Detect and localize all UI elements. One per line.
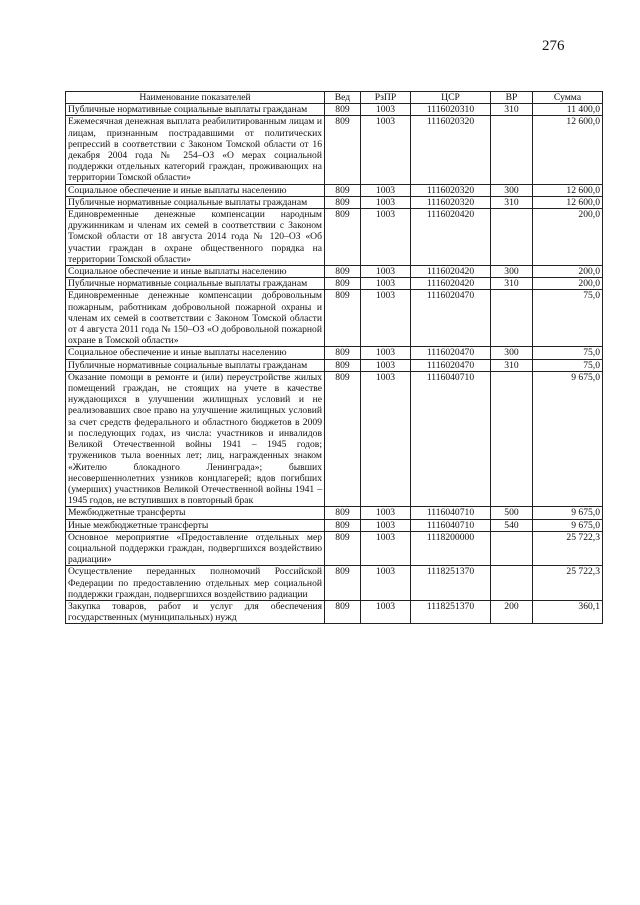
cell-rzpr: 1003 [361,371,411,506]
cell-csr: 1116020470 [411,359,491,371]
cell-csr: 1116020420 [411,266,491,278]
cell-vr [491,116,533,184]
table-row [66,359,603,371]
cell-vr: 300 [491,347,533,359]
cell-vr [491,290,533,347]
cell-ved: 809 [325,104,361,116]
table-row [66,116,603,184]
cell-sum: 200,0 [533,209,603,266]
cell-csr: 1116020320 [411,184,491,196]
cell-sum: 25 722,3 [533,531,603,566]
cell-ved: 809 [325,266,361,278]
cell-csr: 1116020470 [411,347,491,359]
table-row [66,519,603,531]
cell-rzpr: 1003 [361,347,411,359]
cell-sum: 75,0 [533,359,603,371]
cell-csr: 1116020310 [411,104,491,116]
cell-ved: 809 [325,519,361,531]
cell-rzpr: 1003 [361,566,411,601]
cell-name: Социальное обеспечение и иные выплаты населению [66,347,325,359]
cell-sum: 200,0 [533,278,603,290]
cell-ved: 809 [325,278,361,290]
header-csr: ЦСР [411,92,491,104]
cell-vr [491,566,533,601]
table-row [66,104,603,116]
cell-sum: 9 675,0 [533,371,603,506]
cell-ved: 809 [325,566,361,601]
cell-ved: 809 [325,347,361,359]
cell-name: Публичные нормативные социальные выплаты гражданам [66,278,325,290]
cell-vr: 300 [491,184,533,196]
cell-name: Публичные нормативные социальные выплаты гражданам [66,104,325,116]
cell-rzpr: 1003 [361,116,411,184]
cell-csr: 1116020420 [411,209,491,266]
cell-vr: 540 [491,519,533,531]
cell-name: Единовременные денежные компенсации добровольным пожарным, работникам добровольной пожарной охраны и членам их семей в соответствии с Законом Томской области от 4 августа 2011 года № 150–ОЗ «О добровольной пожарной охране в Томской области» [66,290,325,347]
cell-vr: 310 [491,278,533,290]
cell-csr: 1116020320 [411,116,491,184]
page-number: 276 [542,38,565,54]
cell-name: Социальное обеспечение и иные выплаты населению [66,266,325,278]
cell-csr: 1116040710 [411,371,491,506]
cell-rzpr: 1003 [361,104,411,116]
cell-sum: 9 675,0 [533,519,603,531]
table-row [66,266,603,278]
cell-sum: 360,1 [533,600,603,623]
table-row [66,507,603,519]
cell-name: Публичные нормативные социальные выплаты гражданам [66,359,325,371]
table-row [66,290,603,347]
cell-vr: 310 [491,104,533,116]
cell-rzpr: 1003 [361,600,411,623]
cell-rzpr: 1003 [361,196,411,208]
cell-name: Публичные нормативные социальные выплаты гражданам [66,196,325,208]
table-row [66,566,603,601]
table-header-row [66,92,603,104]
cell-vr [491,531,533,566]
cell-vr [491,371,533,506]
cell-csr: 1118251370 [411,600,491,623]
cell-csr: 1118200000 [411,531,491,566]
table-row [66,347,603,359]
table-row [66,184,603,196]
cell-name: Иные межбюджетные трансферты [66,519,325,531]
cell-sum: 12 600,0 [533,184,603,196]
cell-name: Социальное обеспечение и иные выплаты населению [66,184,325,196]
cell-sum: 200,0 [533,266,603,278]
cell-rzpr: 1003 [361,519,411,531]
cell-vr: 500 [491,507,533,519]
cell-csr: 1118251370 [411,566,491,601]
cell-vr: 300 [491,266,533,278]
header-rzpr: РзПР [361,92,411,104]
table-row [66,278,603,290]
cell-csr: 1116040710 [411,519,491,531]
cell-rzpr: 1003 [361,507,411,519]
cell-sum: 12 600,0 [533,196,603,208]
cell-csr: 1116020470 [411,290,491,347]
table-row [66,371,603,506]
budget-table [65,91,603,624]
cell-sum: 11 400,0 [533,104,603,116]
cell-ved: 809 [325,600,361,623]
header-ved: Вед [325,92,361,104]
table-row [66,531,603,566]
table-row [66,209,603,266]
cell-name: Закупка товаров, работ и услуг для обеспечения государственных (муниципальных) нужд [66,600,325,623]
header-vr: ВР [491,92,533,104]
cell-ved: 809 [325,209,361,266]
cell-name: Оказание помощи в ремонте и (или) переустройстве жилых помещений граждан, не стоящих на учете в качестве нуждающихся в улучшении жилищных условий и не реализовавших свое право на улучшение жилищных условий за счет средств федерального и областного бюджетов в 2009 и последующих годах, из числа: участников и инвалидов Великой Отечественной войны 1941 – 1945 годов; тружеников тыла военных лет; лиц, награжденных знаком «Жителю блокадного Ленинграда»; бывших несовершеннолетних узников концлагерей; вдов погибших (умерших) участников Великой Отечественной войны 1941 – 1945 годов, не вступивших в повторный брак [66,371,325,506]
cell-rzpr: 1003 [361,278,411,290]
cell-name: Межбюджетные трансферты [66,507,325,519]
cell-csr: 1116040710 [411,507,491,519]
cell-sum: 9 675,0 [533,507,603,519]
cell-ved: 809 [325,507,361,519]
cell-rzpr: 1003 [361,290,411,347]
cell-ved: 809 [325,196,361,208]
cell-ved: 809 [325,371,361,506]
cell-sum: 25 722,3 [533,566,603,601]
cell-csr: 1116020320 [411,196,491,208]
cell-name: Основное мероприятие «Предоставление отдельных мер социальной поддержки граждан, подвергшихся воздействию радиации» [66,531,325,566]
cell-vr: 200 [491,600,533,623]
cell-name: Ежемесячная денежная выплата реабилитированным лицам и лицам, признанным пострадавшими от политических репрессий в соответствии с Законом Томской области от 16 декабря 2004 года № 254–ОЗ «О мерах социальной поддержки отдельных категорий граждан, проживающих на территории Томской области» [66,116,325,184]
cell-sum: 12 600,0 [533,116,603,184]
cell-rzpr: 1003 [361,531,411,566]
cell-vr [491,209,533,266]
cell-sum: 75,0 [533,347,603,359]
table-row [66,600,603,623]
table-body [66,104,603,624]
cell-ved: 809 [325,184,361,196]
cell-csr: 1116020420 [411,278,491,290]
cell-ved: 809 [325,290,361,347]
cell-name: Осуществление переданных полномочий Российской Федерации по предоставлению отдельных мер социальной поддержки граждан, подвергшихся воздействию радиации [66,566,325,601]
header-sum: Сумма [533,92,603,104]
cell-ved: 809 [325,359,361,371]
cell-ved: 809 [325,116,361,184]
cell-vr: 310 [491,196,533,208]
table-row [66,196,603,208]
cell-rzpr: 1003 [361,209,411,266]
cell-rzpr: 1003 [361,266,411,278]
cell-ved: 809 [325,531,361,566]
cell-name: Единовременные денежные компенсации народным дружинникам и членам их семей в соответствии с Законом Томской области от 18 августа 2014 года № 120–ОЗ «Об участии граждан в охране общественного порядка на территории Томской области» [66,209,325,266]
cell-rzpr: 1003 [361,184,411,196]
cell-rzpr: 1003 [361,359,411,371]
cell-sum: 75,0 [533,290,603,347]
cell-vr: 310 [491,359,533,371]
header-name: Наименование показателей [66,92,325,104]
